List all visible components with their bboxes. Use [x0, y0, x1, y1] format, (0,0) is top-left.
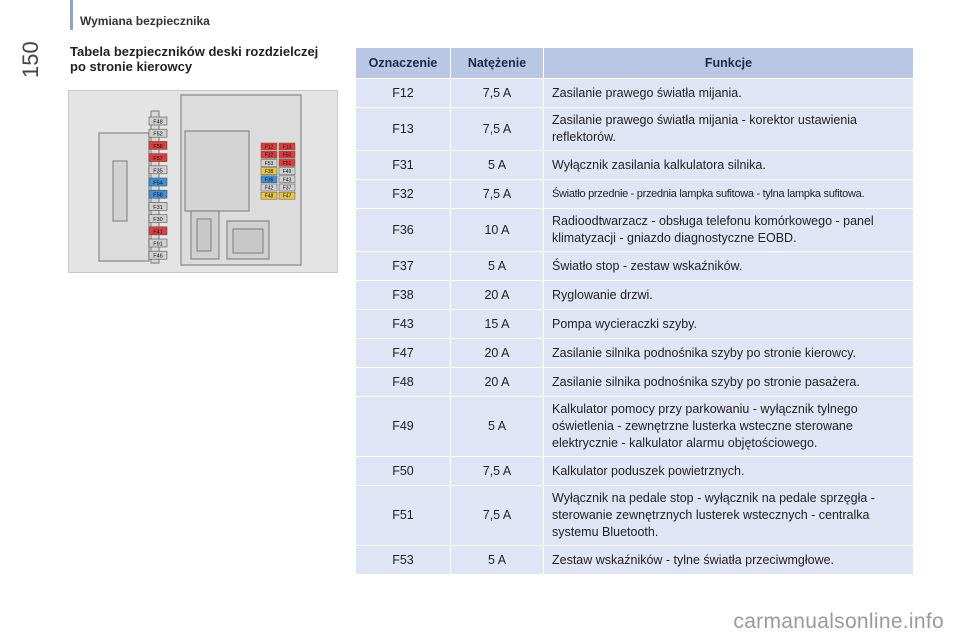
fuse-slot	[261, 184, 277, 192]
fuse-current: 20 A	[451, 281, 544, 310]
fuse-label: F51	[282, 160, 292, 167]
fuse-id: F12	[356, 79, 451, 108]
fuse-slot	[149, 239, 167, 248]
fuse-function: Zestaw wskaźników - tylne światła przeciwmgłowe.	[544, 546, 914, 575]
fuse-current: 7,5 A	[451, 180, 544, 209]
fuse-slot	[261, 151, 277, 159]
fuse-current: 7,5 A	[451, 457, 544, 486]
fuse-label: F91	[153, 241, 163, 248]
fuse-current: 7,5 A	[451, 486, 544, 546]
fuse-function: Zasilanie silnika podnośnika szyby po stronie kierowcy.	[544, 339, 914, 368]
fuse-current: 5 A	[451, 151, 544, 180]
fuse-box-svg	[69, 91, 337, 272]
table-row	[356, 79, 914, 108]
fuse-label: F56	[153, 143, 163, 150]
fuse-box-diagram	[68, 90, 338, 273]
fuse-label: F49	[282, 169, 292, 176]
fuse-slot	[279, 159, 295, 167]
fuse-current: 15 A	[451, 310, 544, 339]
fuse-slot	[149, 166, 167, 175]
fuse-id: F36	[356, 209, 451, 252]
fuse-label: F42	[264, 185, 274, 192]
fuse-id: F38	[356, 281, 451, 310]
fuse-label: F32	[264, 152, 274, 159]
table-row	[356, 209, 914, 252]
table-row	[356, 397, 914, 457]
fuse-label: F48	[264, 193, 274, 200]
fuse-current: 5 A	[451, 252, 544, 281]
fuse-slot	[279, 168, 295, 176]
table-row	[356, 151, 914, 180]
fuse-id: F53	[356, 546, 451, 575]
fuse-label: F57	[153, 156, 163, 163]
fuse-label: F43	[282, 177, 292, 184]
table-row	[356, 180, 914, 209]
fuse-slot	[149, 141, 167, 150]
table-row	[356, 368, 914, 397]
table-row	[356, 310, 914, 339]
fuse-id: F48	[356, 368, 451, 397]
fuse-slot	[261, 159, 277, 167]
fuse-label: F13	[282, 144, 292, 151]
fuse-slot	[261, 176, 277, 184]
fuse-id: F49	[356, 397, 451, 457]
column-header-current: Natężenie	[451, 48, 544, 79]
fuse-function: Światło stop - zestaw wskaźników.	[544, 252, 914, 281]
fuse-function: Kalkulator poduszek powietrznych.	[544, 457, 914, 486]
fuse-current: 10 A	[451, 209, 544, 252]
fuse-slot	[149, 227, 167, 236]
fuse-label: F46	[153, 253, 163, 260]
fuse-function: Radioodtwarzacz - obsługa telefonu komórkowego - panel klimatyzacji - gniazdo diagnostyczne EOBD.	[544, 209, 914, 252]
fuse-label: F38	[264, 169, 274, 176]
fuse-function: Zasilanie silnika podnośnika szyby po stronie pasażera.	[544, 368, 914, 397]
fuse-id: F31	[356, 151, 451, 180]
header-accent-bar	[70, 0, 73, 30]
table-row	[356, 486, 914, 546]
table-row	[356, 457, 914, 486]
fuse-current: 20 A	[451, 339, 544, 368]
table-header-row	[356, 48, 914, 79]
fuse-slot	[149, 154, 167, 163]
fuse-current: 7,5 A	[451, 79, 544, 108]
fuse-slot	[261, 192, 277, 200]
fuse-label: F54	[153, 180, 163, 187]
fuse-slot	[279, 184, 295, 192]
watermark: carmanualsonline.info	[733, 610, 944, 633]
fuse-function: Zasilanie prawego światła mijania - korektor ustawienia reflektorów.	[544, 108, 914, 151]
fuse-slot	[149, 251, 167, 260]
fuse-function: Wyłącznik zasilania kalkulatora silnika.	[544, 151, 914, 180]
fuse-function: Pompa wycieraczki szyby.	[544, 310, 914, 339]
table-row	[356, 281, 914, 310]
table-row	[356, 339, 914, 368]
table-row	[356, 546, 914, 575]
table-row	[356, 252, 914, 281]
fuse-slot	[279, 192, 295, 200]
fuse-id: F47	[356, 339, 451, 368]
fuse-id: F50	[356, 457, 451, 486]
fuse-label: F12	[264, 144, 274, 151]
fuse-slot	[261, 168, 277, 176]
page-header-title: Wymiana bezpiecznika	[80, 14, 210, 28]
fuse-current: 20 A	[451, 368, 544, 397]
fuse-id: F13	[356, 108, 451, 151]
fuse-slot	[149, 190, 167, 199]
fuse-label: F30	[153, 217, 163, 224]
fuse-label: F35	[153, 168, 163, 175]
fuse-label: F58	[153, 192, 163, 199]
fuse-slot	[279, 176, 295, 184]
column-header-designation: Oznaczenie	[356, 48, 451, 79]
fuse-slot	[149, 117, 167, 126]
fuse-slot	[149, 215, 167, 224]
fuse-slot	[149, 202, 167, 211]
fuse-slot	[279, 151, 295, 159]
fuse-function: Zasilanie prawego światła mijania.	[544, 79, 914, 108]
fuse-function: Ryglowanie drzwi.	[544, 281, 914, 310]
fuse-slot	[149, 178, 167, 187]
fuse-function: Kalkulator pomocy przy parkowaniu - wyłącznik tylnego oświetlenia - zewnętrzne lusterka wsteczne sterowane elektrycznie - kalkulator alarmu objętościowego.	[544, 397, 914, 457]
column-header-functions: Funkcje	[544, 48, 914, 79]
fuse-id: F32	[356, 180, 451, 209]
table-row	[356, 108, 914, 151]
fuse-current: 7,5 A	[451, 108, 544, 151]
fuse-function: Wyłącznik na pedale stop - wyłącznik na pedale sprzęgła - sterowanie zewnętrznych lusterek wstecznych - centralka systemu Bluetooth.	[544, 486, 914, 546]
fuse-label: F31	[153, 204, 163, 211]
fuse-current: 5 A	[451, 546, 544, 575]
section-title: Tabela bezpieczników deski rozdzielczej po stronie kierowcy	[70, 44, 319, 74]
fuse-slot	[149, 129, 167, 138]
fuse-id: F43	[356, 310, 451, 339]
fuse-label: F41	[153, 229, 163, 236]
fuse-label: F50	[282, 152, 292, 159]
fuse-label: F36	[264, 177, 274, 184]
fuse-table	[356, 48, 914, 575]
fuse-slot	[261, 143, 277, 151]
fuse-id: F37	[356, 252, 451, 281]
fuse-label: F47	[282, 193, 292, 200]
fuse-label: F52	[153, 131, 163, 138]
page-number: 150	[18, 41, 43, 78]
fuse-current: 5 A	[451, 397, 544, 457]
fuse-label: F48	[153, 119, 163, 126]
fuse-label: F53	[264, 160, 274, 167]
fuse-id: F51	[356, 486, 451, 546]
fuse-slot	[279, 143, 295, 151]
fuse-label: F37	[282, 185, 292, 192]
fuse-function: Światło przednie - przednia lampka sufitowa - tylna lampka sufitowa.	[544, 180, 914, 209]
